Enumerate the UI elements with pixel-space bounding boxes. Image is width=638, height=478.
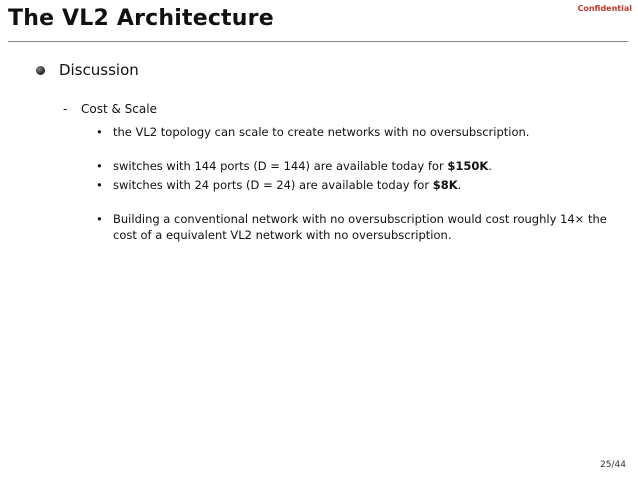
bullet-text: Building a conventional network with no oversubscription would cost roughly 14× the cost of a equivalent VL2 network with no oversubscription. bbox=[113, 212, 607, 242]
level1-item bbox=[34, 61, 139, 79]
price-150k: $150K bbox=[447, 159, 489, 173]
bullet-dot-icon bbox=[36, 66, 45, 75]
bullet-item bbox=[96, 177, 616, 193]
bullet-item bbox=[96, 211, 616, 243]
bullet-item bbox=[96, 158, 616, 174]
slide-title: The VL2 Architecture bbox=[8, 6, 274, 31]
confidential-label: Confidential bbox=[577, 4, 632, 13]
bullet-text-suffix: . bbox=[457, 178, 462, 192]
bullet-icon: • bbox=[96, 178, 103, 192]
bullet-text: the VL2 topology can scale to create networks with no oversubscription. bbox=[113, 125, 530, 139]
title-divider bbox=[8, 41, 628, 42]
bullet-text-suffix: . bbox=[488, 159, 492, 173]
bullet-list bbox=[96, 124, 616, 243]
dash-bullet-icon: - bbox=[63, 102, 68, 116]
level2-text: Cost & Scale bbox=[81, 102, 157, 116]
bullet-text-prefix: switches with 144 ports (D = 144) are available today for bbox=[113, 159, 448, 173]
price-8k: $8K bbox=[432, 178, 458, 192]
bullet-text-prefix: switches with 24 ports (D = 24) are available today for bbox=[113, 178, 433, 192]
bullet-icon: • bbox=[96, 159, 103, 173]
bullet-text bbox=[113, 158, 616, 174]
level2-item bbox=[63, 102, 157, 116]
bullet-text bbox=[113, 177, 616, 193]
level1-text: Discussion bbox=[59, 61, 139, 79]
bullet-item bbox=[96, 124, 616, 140]
bullet-icon: • bbox=[96, 125, 103, 139]
bullet-icon: • bbox=[96, 212, 103, 226]
page-number: 25/44 bbox=[600, 460, 626, 470]
